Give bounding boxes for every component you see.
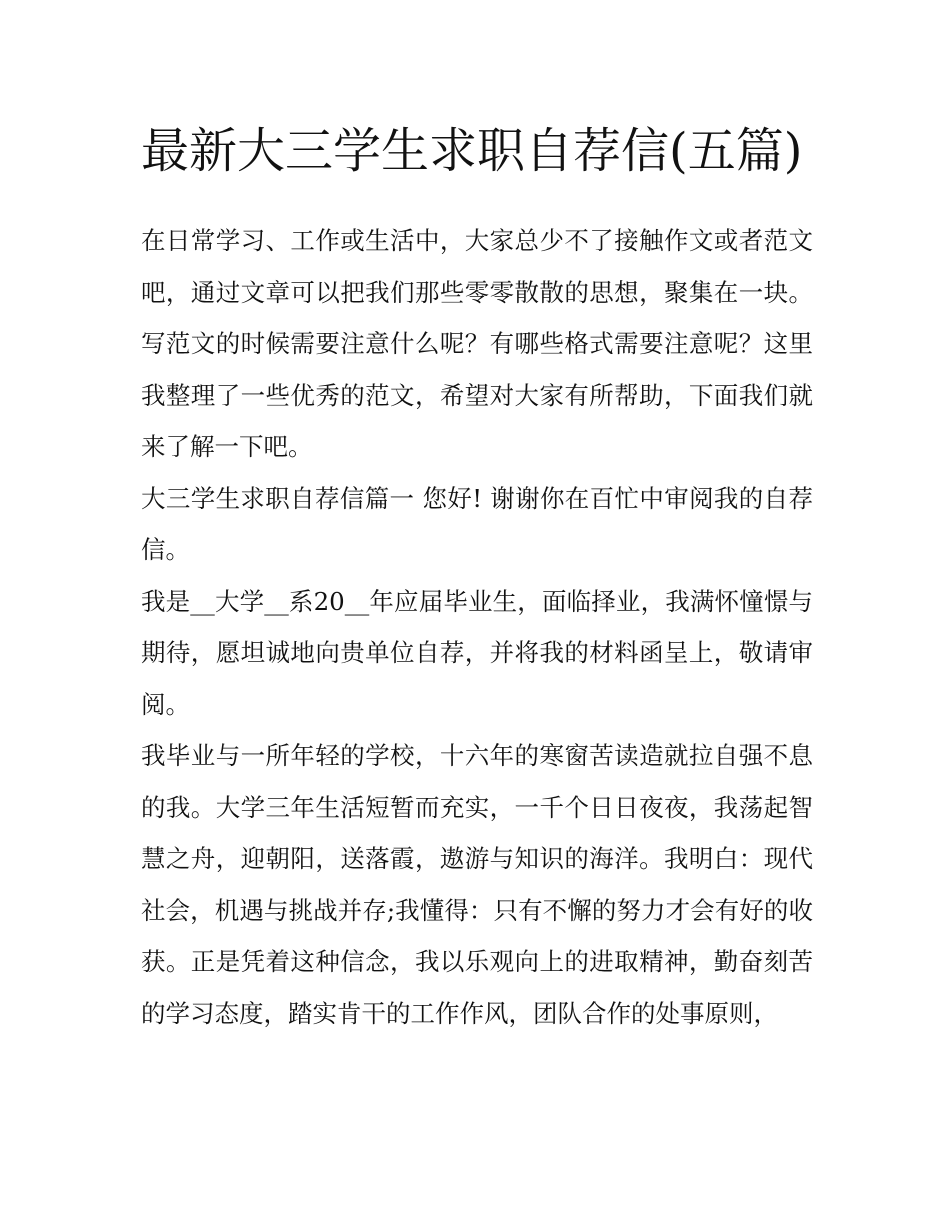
paragraph-self-introduction: 我是__大学__系20__年应届毕业生，面临择业，我满怀憧憬与期待，愿坦诚地向贵单位自荐，并将我的材料函呈上，敬请审阅。	[141, 586, 813, 719]
document-title: 最新大三学生求职自荐信(五篇)	[141, 123, 803, 179]
paragraph-intro: 在日常学习、工作或生活中，大家总少不了接触作文或者范文吧，通过文章可以把我们那些零零散散的思想，聚集在一块。写范文的时候需要注意什么呢？有哪些格式需要注意呢？这里我整理了一些优秀的范文，希望对大家有所帮助，下面我们就来了解一下吧。	[141, 226, 813, 461]
paragraph-letter-opening: 大三学生求职自荐信篇一 您好! 谢谢你在百忙中审阅我的自荐信。	[141, 483, 813, 564]
document-body	[141, 113, 813, 1039]
paragraph-background: 我毕业与一所年轻的学校，十六年的寒窗苦读造就拉自强不息的我。大学三年生活短暂而充实，一千个日日夜夜，我荡起智慧之舟，迎朝阳，送落霞，遨游与知识的海洋。我明白：现代社会，机遇与挑战并存;我懂得：只有不懈的努力才会有好的收获。正是凭着这种信念，我以乐观向上的进取精神，勤奋刻苦的学习态度，踏实肯干的工作作风，团队合作的处事原则，	[141, 741, 813, 1028]
